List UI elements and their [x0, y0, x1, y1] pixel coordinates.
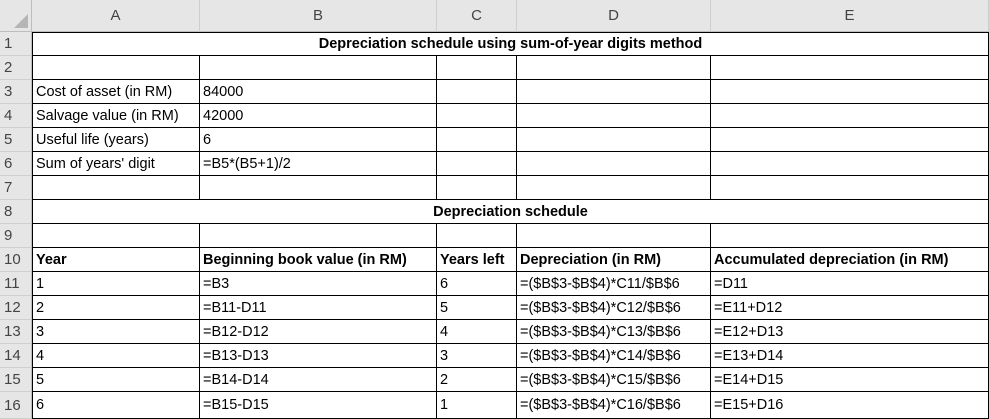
cell-c6[interactable]	[437, 152, 517, 176]
cell-c3[interactable]	[437, 80, 517, 104]
cell-d9[interactable]	[517, 224, 711, 248]
table-cell-beginning-value[interactable]: =B13-D13	[200, 344, 437, 368]
table-cell-years-left[interactable]: 4	[437, 320, 517, 344]
row-header-9[interactable]: 9	[0, 224, 32, 248]
table-header-beginning-value[interactable]: Beginning book value (in RM)	[200, 248, 437, 272]
column-header-a[interactable]: A	[32, 0, 200, 32]
row-header-15[interactable]: 15	[0, 368, 32, 392]
sheet-title-cell[interactable]: Depreciation schedule using sum-of-year digits method	[33, 32, 989, 56]
cell-e5[interactable]	[711, 128, 989, 152]
row-header-7[interactable]: 7	[0, 176, 32, 200]
table-cell-years-left[interactable]: 6	[437, 272, 517, 296]
table-header-accumulated[interactable]: Accumulated depreciation (in RM)	[711, 248, 989, 272]
row-header-14[interactable]: 14	[0, 344, 32, 368]
cell-a7[interactable]	[33, 176, 200, 200]
input-label-cost[interactable]: Cost of asset (in RM)	[33, 80, 200, 104]
cell-b7[interactable]	[200, 176, 437, 200]
row-header-13[interactable]: 13	[0, 320, 32, 344]
table-cell-years-left[interactable]: 3	[437, 344, 517, 368]
row-header-6[interactable]: 6	[0, 152, 32, 176]
table-cell-accumulated[interactable]: =E15+D16	[711, 392, 989, 419]
table-cell-beginning-value[interactable]: =B3	[200, 272, 437, 296]
table-cell-depreciation[interactable]: =($B$3-$B$4)*C14/$B$6	[517, 344, 711, 368]
table-cell-depreciation[interactable]: =($B$3-$B$4)*C15/$B$6	[517, 368, 711, 392]
row-header-11[interactable]: 11	[0, 272, 32, 296]
table-cell-accumulated[interactable]: =E14+D15	[711, 368, 989, 392]
table-cell-years-left[interactable]: 1	[437, 392, 517, 419]
table-cell-accumulated[interactable]: =D11	[711, 272, 989, 296]
table-cell-years-left[interactable]: 2	[437, 368, 517, 392]
row-header-8[interactable]: 8	[0, 200, 32, 224]
input-value-life[interactable]: 6	[200, 128, 437, 152]
input-value-sum-digits[interactable]: =B5*(B5+1)/2	[200, 152, 437, 176]
cell-b2[interactable]	[200, 56, 437, 80]
input-label-sum-digits[interactable]: Sum of years' digit	[33, 152, 200, 176]
select-all-corner[interactable]	[0, 0, 32, 32]
row-header-16[interactable]: 16	[0, 392, 32, 419]
table-cell-year[interactable]: 6	[33, 392, 200, 419]
table-cell-accumulated[interactable]: =E12+D13	[711, 320, 989, 344]
cell-e4[interactable]	[711, 104, 989, 128]
cell-d6[interactable]	[517, 152, 711, 176]
table-cell-year[interactable]: 4	[33, 344, 200, 368]
table-cell-beginning-value[interactable]: =B12-D12	[200, 320, 437, 344]
table-cell-year[interactable]: 3	[33, 320, 200, 344]
column-header-e[interactable]: E	[711, 0, 989, 32]
cell-e7[interactable]	[711, 176, 989, 200]
table-cell-beginning-value[interactable]: =B15-D15	[200, 392, 437, 419]
input-label-life[interactable]: Useful life (years)	[33, 128, 200, 152]
row-header-4[interactable]: 4	[0, 104, 32, 128]
table-cell-depreciation[interactable]: =($B$3-$B$4)*C13/$B$6	[517, 320, 711, 344]
row-header-2[interactable]: 2	[0, 56, 32, 80]
cell-c4[interactable]	[437, 104, 517, 128]
table-cell-beginning-value[interactable]: =B11-D11	[200, 296, 437, 320]
column-header-c[interactable]: C	[437, 0, 517, 32]
cell-d5[interactable]	[517, 128, 711, 152]
table-cell-depreciation[interactable]: =($B$3-$B$4)*C16/$B$6	[517, 392, 711, 419]
table-header-years-left[interactable]: Years left	[437, 248, 517, 272]
table-cell-years-left[interactable]: 5	[437, 296, 517, 320]
cell-d3[interactable]	[517, 80, 711, 104]
cell-a2[interactable]	[33, 56, 200, 80]
input-label-salvage[interactable]: Salvage value (in RM)	[33, 104, 200, 128]
cell-e6[interactable]	[711, 152, 989, 176]
cell-c9[interactable]	[437, 224, 517, 248]
cell-b9[interactable]	[200, 224, 437, 248]
cell-e9[interactable]	[711, 224, 989, 248]
cell-c2[interactable]	[437, 56, 517, 80]
grid-top-border	[32, 32, 989, 33]
column-header-b[interactable]: B	[200, 0, 437, 32]
cell-d7[interactable]	[517, 176, 711, 200]
table-cell-accumulated[interactable]: =E13+D14	[711, 344, 989, 368]
table-cell-year[interactable]: 1	[33, 272, 200, 296]
table-header-depreciation[interactable]: Depreciation (in RM)	[517, 248, 711, 272]
grid-left-border	[32, 32, 33, 419]
schedule-title-cell[interactable]: Depreciation schedule	[33, 200, 989, 224]
row-header-5[interactable]: 5	[0, 128, 32, 152]
row-header-12[interactable]: 12	[0, 296, 32, 320]
cell-d2[interactable]	[517, 56, 711, 80]
column-header-d[interactable]: D	[517, 0, 711, 32]
cell-d4[interactable]	[517, 104, 711, 128]
table-cell-beginning-value[interactable]: =B14-D14	[200, 368, 437, 392]
input-value-salvage[interactable]: 42000	[200, 104, 437, 128]
cell-c5[interactable]	[437, 128, 517, 152]
table-cell-accumulated[interactable]: =E11+D12	[711, 296, 989, 320]
cell-e2[interactable]	[711, 56, 989, 80]
cell-c7[interactable]	[437, 176, 517, 200]
table-header-year[interactable]: Year	[33, 248, 200, 272]
table-cell-year[interactable]: 5	[33, 368, 200, 392]
input-value-cost[interactable]: 84000	[200, 80, 437, 104]
table-cell-depreciation[interactable]: =($B$3-$B$4)*C12/$B$6	[517, 296, 711, 320]
cell-e3[interactable]	[711, 80, 989, 104]
table-cell-depreciation[interactable]: =($B$3-$B$4)*C11/$B$6	[517, 272, 711, 296]
table-cell-year[interactable]: 2	[33, 296, 200, 320]
row-header-1[interactable]: 1	[0, 32, 32, 56]
row-header-10[interactable]: 10	[0, 248, 32, 272]
row-header-3[interactable]: 3	[0, 80, 32, 104]
cell-a9[interactable]	[33, 224, 200, 248]
